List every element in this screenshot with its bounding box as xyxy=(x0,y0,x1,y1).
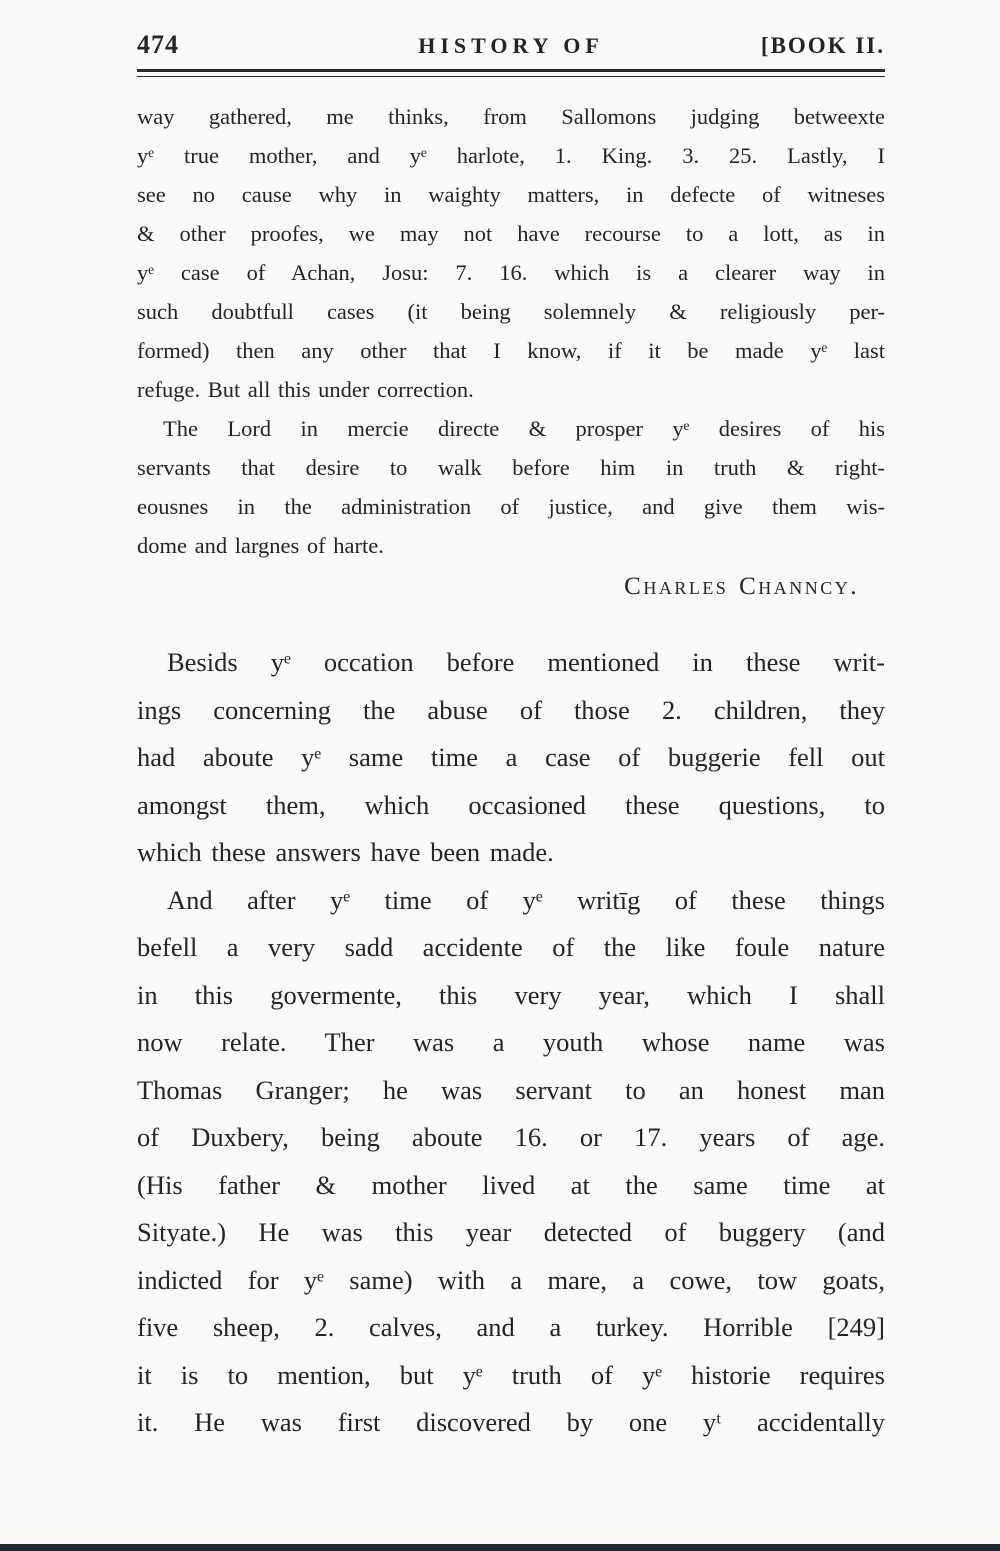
text-section-large xyxy=(137,639,885,1447)
text-line: such doubtfull cases (it being solemnely & religiously per- xyxy=(137,299,885,324)
paragraph-besids xyxy=(137,639,885,877)
text-line: now relate. Ther was a youth whose name was xyxy=(137,1027,885,1057)
text-line: five sheep, 2. calves, and a turkey. Horrible [249] xyxy=(137,1312,885,1342)
text-line: servants that desire to walk before him in truth & right- xyxy=(137,455,885,480)
text-line: which these answers have been made. xyxy=(137,837,554,867)
header-double-rule xyxy=(137,69,885,77)
text-line: yᵉ case of Achan, Josu: 7. 16. which is a clearer way in xyxy=(137,260,885,285)
text-line: (His father & mother lived at the same time at xyxy=(137,1169,885,1200)
book-label: [BOOK II. xyxy=(760,33,885,58)
text-line: way gathered, me thinks, from Sallomons judging betweexte xyxy=(137,104,885,129)
text-line: befell a very sadd accidente of the like foule nature xyxy=(137,932,885,962)
paragraph-continuation xyxy=(137,97,885,409)
page-header xyxy=(137,30,885,60)
text-line: formed) then any other that I know, if it be made yᵉ last xyxy=(137,338,885,363)
text-section-small xyxy=(137,97,885,607)
text-line: see no cause why in waighty matters, in defecte of witneses xyxy=(137,182,885,207)
text-line: & other proofes, we may not have recourse to a lott, as in xyxy=(137,221,885,246)
text-line: in this govermente, this very year, which I shall xyxy=(137,979,885,1010)
text-line: ings concerning the abuse of those 2. children, they xyxy=(137,694,885,725)
text-line: dome and largnes of harte. xyxy=(137,533,384,558)
paragraph-benediction xyxy=(137,409,885,565)
text-line: yᵉ true mother, and yᵉ harlote, 1. King. 3. 25. Lastly, I xyxy=(137,143,885,168)
page-number: 474 xyxy=(137,30,179,59)
signature-charles-channcy: Charles Channcy. xyxy=(624,573,859,600)
text-line: And after yᵉ time of yᵉ writīg of these things xyxy=(167,884,885,915)
text-line: The Lord in mercie directe & prosper yᵉ desires of his xyxy=(163,416,885,441)
text-line: of Duxbery, being aboute 16. or 17. years of age. xyxy=(137,1122,885,1152)
text-line: Besids yᵉ occation before mentioned in these writ- xyxy=(167,647,885,677)
text-line: eousnes in the administration of justice, and give them wis- xyxy=(137,494,885,519)
paragraph-thomas-granger xyxy=(137,877,885,1447)
text-line: refuge. But all this under correction. xyxy=(137,377,474,402)
text-line: had aboute yᵉ same time a case of buggerie fell out xyxy=(137,742,885,772)
scan-edge-artifact xyxy=(0,1544,1000,1551)
text-line: it is to mention, but yᵉ truth of yᵉ historie requires xyxy=(137,1359,885,1390)
running-title: HISTORY OF xyxy=(418,33,604,58)
text-line: Sityate.) He was this year detected of buggery (and xyxy=(137,1217,885,1247)
text-line: amongst them, which occasioned these questions, to xyxy=(137,789,885,820)
text-line: it. He was first discovered by one yᵗ accidentally xyxy=(137,1407,885,1437)
text-line: Thomas Granger; he was servant to an honest man xyxy=(137,1074,885,1105)
text-line: indicted for yᵉ same) with a mare, a cowe, tow goats, xyxy=(137,1264,885,1295)
